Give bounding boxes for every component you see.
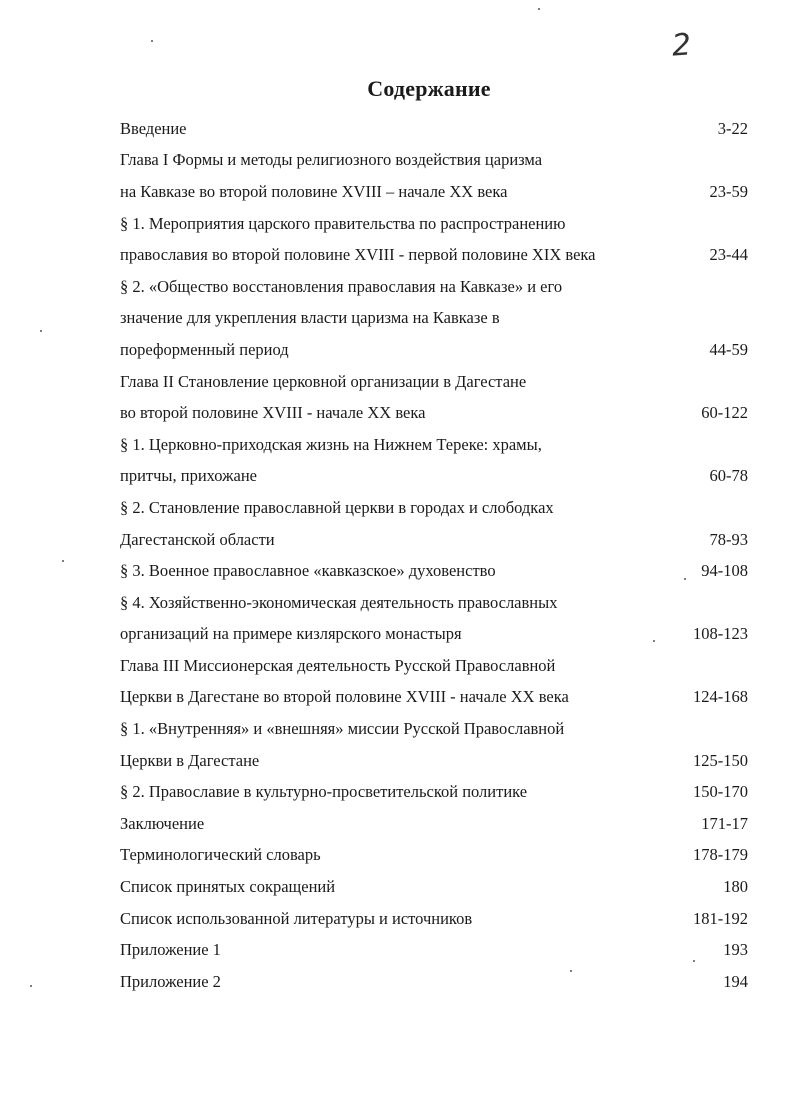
toc-entry-text: § 1. «Внутренняя» и «внешняя» миссии Русской Православной	[120, 719, 565, 739]
toc-line	[120, 271, 748, 303]
scan-speck	[684, 578, 686, 580]
toc-line	[120, 871, 748, 903]
toc-entry-text: Глава III Миссионерская деятельность Русской Православной	[120, 655, 556, 675]
toc-line	[120, 524, 748, 556]
toc-line	[120, 713, 748, 745]
toc-entry-pages: 178-179	[693, 845, 748, 865]
toc-entry-text: § 4. Хозяйственно-экономическая деятельность православных	[120, 592, 558, 612]
toc-entry-pages: 23-59	[709, 181, 748, 201]
toc-entry-text: § 1. Мероприятия царского правительства по распространению	[120, 213, 566, 233]
toc-line	[120, 303, 748, 335]
toc-entry-text: § 2. Православие в культурно-просветительской политике	[120, 782, 528, 802]
scan-speck	[538, 8, 540, 10]
toc-entry-text: Глава I Формы и методы религиозного воздействия царизма	[120, 150, 543, 170]
toc-line	[120, 334, 748, 366]
toc-entry-pages: 3-22	[717, 118, 748, 138]
toc-entry-text: пореформенный период	[120, 339, 289, 359]
toc-entry-text: значение для укрепления власти царизма на Кавказе в	[120, 308, 500, 328]
toc-line	[120, 903, 748, 935]
toc-line	[120, 587, 748, 619]
toc-entry-text: православия во второй половине XVIII - первой половине XIX века	[120, 245, 596, 265]
toc-entry-text: § 2. Становление православной церкви в городах и слободках	[120, 497, 554, 517]
toc-entry-text: Список принятых сокращений	[120, 877, 336, 897]
toc-line	[120, 555, 748, 587]
page-number: 2	[670, 27, 693, 64]
toc-entry-text: организаций на примере кизлярского монастыря	[120, 624, 462, 644]
toc-line	[120, 397, 748, 429]
toc-line	[120, 650, 748, 682]
table-of-contents	[120, 113, 748, 998]
toc-entry-text: Заключение	[120, 813, 205, 833]
scan-speck	[570, 970, 572, 972]
toc-entry-pages: 124-168	[693, 687, 748, 707]
toc-line	[120, 461, 748, 493]
toc-line	[120, 776, 748, 808]
toc-entry-text: Церкви в Дагестане	[120, 750, 260, 770]
scan-speck	[151, 40, 153, 42]
toc-entry-text: Дагестанской области	[120, 529, 275, 549]
toc-entry-pages: 108-123	[693, 624, 748, 644]
toc-line	[120, 429, 748, 461]
toc-entry-pages: 181-192	[693, 908, 748, 928]
toc-line	[120, 113, 748, 145]
toc-line	[120, 492, 748, 524]
toc-line	[120, 808, 748, 840]
toc-entry-text: Введение	[120, 118, 187, 138]
toc-entry-text: § 1. Церковно-приходская жизнь на Нижнем Тереке: храмы,	[120, 434, 542, 454]
toc-entry-text: Приложение 2	[120, 971, 221, 991]
toc-entry-pages: 23-44	[709, 245, 748, 265]
toc-line	[120, 966, 748, 998]
scan-speck	[62, 560, 64, 562]
toc-line	[120, 745, 748, 777]
toc-entry-pages: 180	[723, 877, 748, 897]
toc-entry-text: Список использованной литературы и источников	[120, 908, 473, 928]
scan-speck	[653, 640, 655, 642]
scan-speck	[30, 985, 32, 987]
toc-line	[120, 208, 748, 240]
toc-entry-pages: 125-150	[693, 750, 748, 770]
toc-entry-text: Глава II Становление церковной организации в Дагестане	[120, 371, 527, 391]
toc-entry-text: Церкви в Дагестане во второй половине XVIII - начале XX века	[120, 687, 569, 707]
toc-line	[120, 176, 748, 208]
toc-entry-pages: 94-108	[701, 561, 748, 581]
toc-entry-pages: 60-78	[709, 466, 748, 486]
toc-entry-text: притчы, прихожане	[120, 466, 258, 486]
toc-entry-text: на Кавказе во второй половине XVIII – начале XX века	[120, 181, 508, 201]
toc-entry-pages: 193	[723, 940, 748, 960]
toc-line	[120, 682, 748, 714]
scan-speck	[40, 330, 42, 332]
toc-entry-text: § 3. Военное православное «кавказское» духовенство	[120, 561, 496, 581]
toc-entry-pages: 60-122	[701, 403, 748, 423]
toc-line	[120, 239, 748, 271]
page-title: Содержание	[367, 76, 491, 101]
toc-entry-pages: 78-93	[709, 529, 748, 549]
toc-line	[120, 619, 748, 651]
toc-entry-text: § 2. «Общество восстановления православия на Кавказе» и его	[120, 276, 563, 296]
toc-entry-text: во второй половине XVIII - начале XX века	[120, 403, 426, 423]
toc-line	[120, 840, 748, 872]
toc-entry-text: Приложение 1	[120, 940, 221, 960]
toc-line	[120, 145, 748, 177]
toc-entry-text: Терминологический словарь	[120, 845, 321, 865]
scan-speck	[693, 960, 695, 962]
toc-entry-pages: 171-17	[701, 813, 748, 833]
toc-line	[120, 934, 748, 966]
toc-entry-pages: 194	[723, 971, 748, 991]
toc-entry-pages: 150-170	[693, 782, 748, 802]
toc-entry-pages: 44-59	[709, 339, 748, 359]
toc-line	[120, 366, 748, 398]
